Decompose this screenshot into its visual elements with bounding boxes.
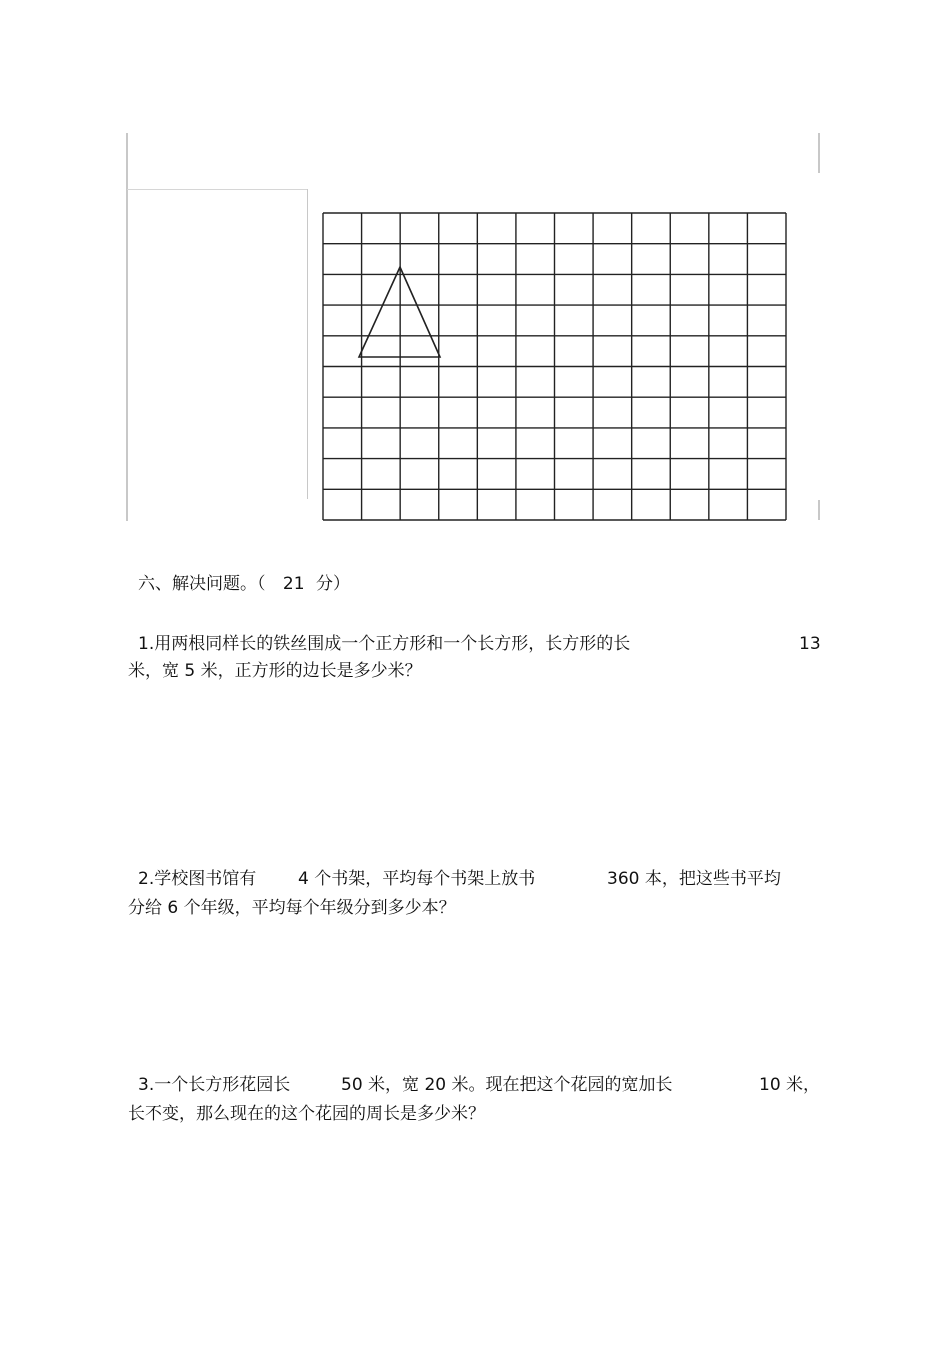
- problem-1-text: 用两根同样长的铁丝围成一个正方形和一个长方形，长方形的长: [154, 634, 631, 654]
- problem-3-line-1: [138, 1074, 290, 1096]
- problem-3-text-b: 50 米，宽 20 米。现在把这个花园的宽加长: [341, 1075, 673, 1095]
- problem-1-line-1: [138, 633, 630, 655]
- problem-1-line-2: 米，宽 5 米，正方形的边长是多少米？: [128, 661, 422, 681]
- problem-3-text-c: 10 米，: [759, 1075, 821, 1095]
- problem-3-text-a: 一个长方形花园长: [154, 1075, 291, 1095]
- section-score-suffix: 分）: [315, 574, 350, 594]
- grid-lines: [323, 213, 786, 520]
- problem-1-number: 1.: [138, 634, 155, 654]
- section-heading: [138, 573, 350, 595]
- problem-2-line-1: [138, 868, 256, 890]
- section-score: 21: [282, 574, 305, 594]
- problem-2-number: 2.: [138, 869, 155, 889]
- problem-2-line-2: 分给 6 个年级，平均每个年级分到多少本？: [128, 898, 456, 918]
- problem-2-text-a: 学校图书馆有: [154, 869, 257, 889]
- problem-1-line-1-end: 13: [799, 634, 821, 654]
- problem-3-line-2: 长不变，那么现在的这个花园的周长是多少米？: [128, 1104, 485, 1124]
- problem-3-number: 3.: [138, 1075, 155, 1095]
- section-title: 六、解决问题。（: [138, 574, 266, 594]
- problem-2-text-b: 4 个书架，平均每个书架上放书: [298, 869, 536, 889]
- square-grid: [0, 0, 950, 560]
- problem-2-text-c: 360 本，把这些书平均: [607, 869, 781, 889]
